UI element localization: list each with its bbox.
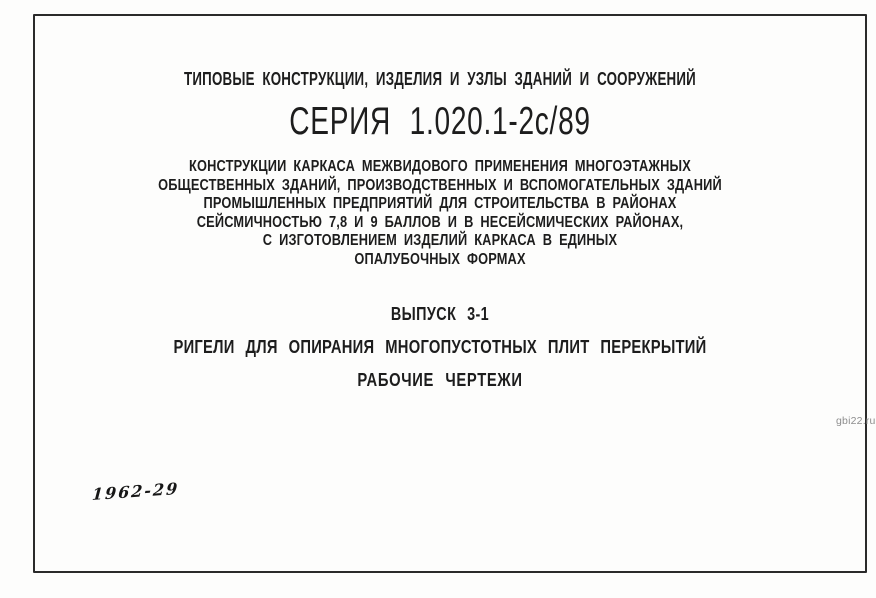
doc-type-label: РАБОЧИЕ ЧЕРТЕЖИ <box>357 370 523 390</box>
description-line: ПРОМЫШЛЕННЫХ ПРЕДПРИЯТИЙ ДЛЯ СТРОИТЕЛЬСТВА В РАЙОНАХ <box>203 195 677 212</box>
description-line: СЕЙСМИЧНОСТЬЮ 7,8 И 9 БАЛЛОВ И В НЕСЕЙСМИЧЕСКИХ РАЙОНАХ, <box>196 213 684 231</box>
description-line: ОПАЛУБОЧНЫХ ФОРМАХ <box>354 250 526 268</box>
description-line: КОНСТРУКЦИИ КАРКАСА МЕЖВИДОВОГО ПРИМЕНЕНИЯ МНОГОЭТАЖНЫХ <box>189 158 691 175</box>
document-category-header: ТИПОВЫЕ КОНСТРУКЦИИ, ИЗДЕЛИЯ И УЗЛЫ ЗДАНИЙ И СООРУЖЕНИЙ <box>184 69 696 89</box>
issue-title: ВЫПУСК 3-1 <box>390 304 490 324</box>
handwritten-inventory-number: 1962-29 <box>91 478 180 505</box>
watermark: gbi22.ru <box>836 415 876 427</box>
issue-subject: РИГЕЛИ ДЛЯ ОПИРАНИЯ МНОГОПУСТОТНЫХ ПЛИТ ПЕРЕКРЫТИЙ <box>173 337 707 357</box>
series-title: СЕРИЯ 1.020.1-2с/89 <box>289 100 591 143</box>
description-block <box>107 158 773 269</box>
description-line: С ИЗГОТОВЛЕНИЕМ ИЗДЕЛИЙ КАРКАСА В ЕДИНЫХ <box>262 232 618 249</box>
description-line: ОБЩЕСТВЕННЫХ ЗДАНИЙ, ПРОИЗВОДСТВЕННЫХ И ВСПОМОГАТЕЛЬНЫХ ЗДАНИЙ <box>158 176 722 194</box>
